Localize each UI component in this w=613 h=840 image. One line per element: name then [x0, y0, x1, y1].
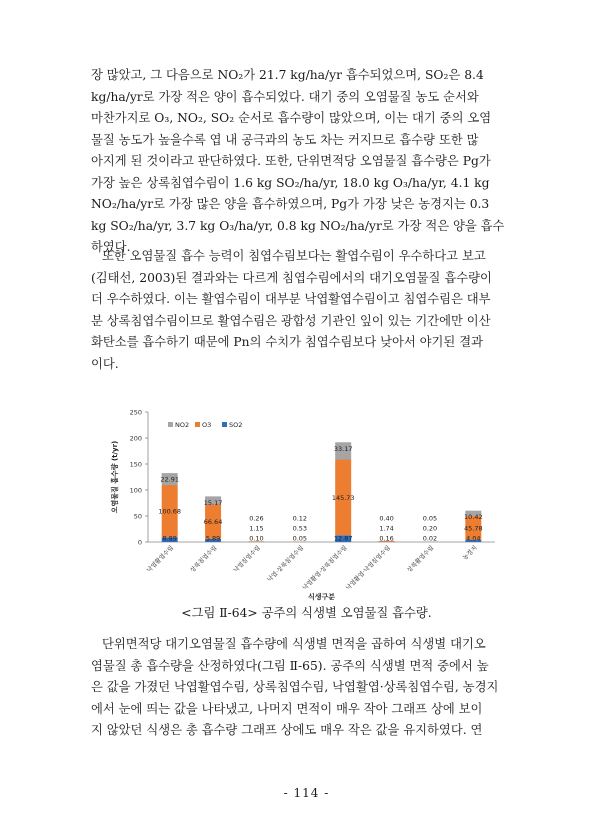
x-tick-label: 낙엽활엽·낙엽침엽수림 — [344, 544, 392, 592]
legend-swatch-so2 — [222, 422, 227, 427]
legend-label-o3: O3 — [202, 421, 212, 429]
paragraph-1 — [91, 65, 529, 259]
y-axis-label: 오염물질 흡수량 (t/yr) — [111, 440, 119, 514]
y-tick-label: 250 — [129, 408, 142, 417]
data-label: 0.40 — [379, 514, 394, 523]
x-tick-label: 상록침엽수림 — [188, 544, 219, 575]
data-label: 0.02 — [422, 534, 438, 543]
chart-legend — [168, 421, 242, 429]
text-line: 단위면적당 대기오염물질 흡수량에 식생별 면적을 곱하여 식생별 대기오 — [102, 637, 486, 651]
data-label: 4.04 — [466, 534, 481, 543]
y-tick-label: 50 — [133, 512, 142, 521]
text-line: 장 많았고, 그 다음으로 NO₂가 21.7 kg/ha/yr 흡수되었으며, SO₂은 8.4 — [91, 68, 484, 82]
data-label: 12.87 — [333, 534, 353, 543]
x-tick-label: 낙엽침엽수림 — [232, 544, 262, 575]
text-line: 물질 농도가 높을수록 엽 내 공극과의 농도 차는 커지므로 흡수량 또한 많 — [91, 132, 479, 147]
data-label: 5.89 — [205, 534, 221, 543]
data-label: 0.05 — [422, 514, 438, 523]
data-label: 8.89 — [162, 534, 177, 543]
x-tick-label: 낙엽·상록침엽수림 — [266, 544, 306, 584]
text-line: kg/ha/yr로 가장 적은 양이 흡수되었다. 대기 중의 오염물질 농도 순서와 — [91, 89, 479, 104]
text-line: 또한 오염물질 흡수 능력이 침엽수림보다는 활엽수림이 우수하다고 보고 — [102, 249, 486, 263]
legend-label-so2: SO2 — [229, 421, 243, 429]
data-label: 0.05 — [292, 534, 308, 543]
absorption-bar-chart — [103, 402, 503, 602]
text-line: 더 우수하였다. 이는 활엽수림이 대부분 낙엽활엽수림이고 침엽수림은 대부 — [91, 292, 491, 306]
y-tick-label: 150 — [129, 460, 142, 469]
data-label: 0.16 — [379, 534, 394, 543]
legend-swatch-no2 — [168, 422, 173, 427]
data-label: 145.73 — [331, 493, 355, 502]
y-tick-label: 200 — [129, 434, 142, 443]
data-label: 1.15 — [249, 524, 264, 533]
page-number: - 114 - — [283, 786, 330, 800]
figure-caption: <그림 Ⅱ-64> 공주의 식생별 오염물질 흡수량. — [181, 606, 432, 620]
text-line: 은 값을 가졌던 낙엽활엽수림, 상록침엽수림, 낙엽활엽·상록침엽수림, 농경지 — [91, 680, 499, 694]
text-line: 마찬가지로 O₃, NO₂, SO₂ 순서로 흡수량이 많았으며, 이는 대기 중의 오염 — [91, 111, 492, 125]
text-line: 하였다. — [91, 240, 131, 254]
data-label: 100.68 — [158, 507, 182, 516]
data-label: 66.64 — [203, 518, 223, 527]
data-label: 33.17 — [333, 444, 353, 453]
data-label: 0.12 — [292, 514, 308, 523]
data-label: 1.74 — [379, 524, 394, 533]
data-label: 15.17 — [203, 498, 223, 507]
text-line: 아지게 된 것이라고 판단하였다. 또한, 단위면적당 오염물질 흡수량은 Pg가 — [91, 154, 491, 168]
x-axis-label: 식생구분 — [307, 593, 336, 601]
text-line: NO₂/ha/yr로 가장 많은 양을 흡수하였으며, Pg가 가장 낮은 농경지는 0.3 — [91, 197, 490, 211]
data-label: 0.20 — [422, 524, 438, 533]
text-line: 화탄소를 흡수하기 때문에 Pn의 수치가 침엽수림보다 낮아서 야기된 결과 — [91, 335, 483, 349]
paragraph-2 — [91, 246, 529, 375]
data-label: 0.53 — [292, 524, 308, 533]
data-label: 22.91 — [160, 475, 179, 484]
text-line: (김태선, 2003)된 결과와는 다르게 침엽수림에서의 대기오염물질 흡수량이 — [91, 270, 492, 285]
data-label: 10.42 — [464, 513, 483, 522]
text-line: 가장 높은 상록침엽수림이 1.6 kg SO₂/ha/yr, 18.0 kg O₃/ha/yr, 4.1 kg — [91, 175, 490, 190]
x-tick-label: 농경지 — [461, 544, 479, 562]
text-line: 이다. — [91, 356, 119, 371]
text-line: 염물질 총 흡수량을 산정하였다(그림 Ⅱ-65). 공주의 식생별 면적 중에서 높 — [91, 658, 489, 673]
data-label: 0.26 — [249, 514, 264, 523]
data-label: 0.10 — [249, 534, 264, 543]
y-tick-label: 0 — [137, 538, 142, 547]
data-label: 45.78 — [464, 524, 483, 533]
x-tick-label: 낙엽활엽수림 — [145, 544, 176, 575]
legend-label-no2: NO2 — [175, 421, 190, 429]
text-line: 지 않았던 식생은 총 흡수량 그래프 상에도 매우 작은 값을 유지하였다. 연 — [91, 723, 483, 737]
text-line: 분 상록침엽수림이므로 활엽수림은 광합성 기관인 잎이 있는 기간에만 이산 — [91, 313, 491, 328]
legend-swatch-o3 — [195, 422, 200, 427]
x-tick-label: 상록활엽수림 — [405, 544, 436, 575]
text-line: kg SO₂/ha/yr, 3.7 kg O₃/ha/yr, 0.8 kg NO₂/ha/yr로 가장 적은 양을 흡수 — [91, 218, 505, 233]
paragraph-3 — [91, 634, 529, 742]
x-tick-label: 낙엽활엽·상록침엽수림 — [301, 544, 349, 592]
text-line: 에서 눈에 띄는 값을 나타냈고, 나머지 면적이 매우 작아 그래프 상에 보이 — [91, 701, 483, 716]
y-tick-label: 100 — [129, 486, 142, 495]
